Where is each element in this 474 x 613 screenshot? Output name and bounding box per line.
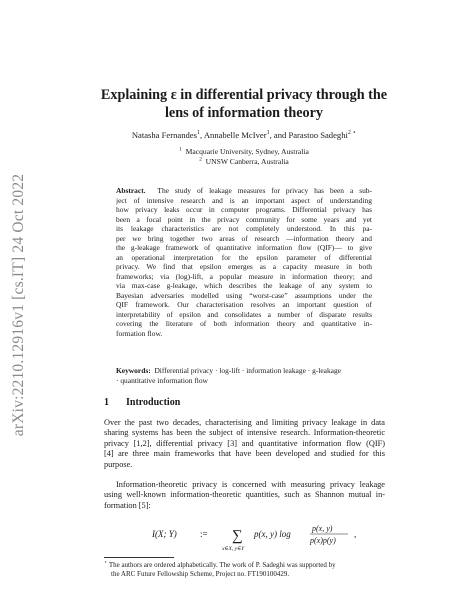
keywords-line [116,366,372,376]
abstract-line: per we bring together two areas of research —information theory and [116,233,372,243]
abstract-line [116,186,372,196]
abstract-line: interpretability of epsilon and consolidates a number of disparate results [116,309,372,319]
equation-lhs: I(X; Y) [152,529,177,539]
author-separator: , [199,130,204,140]
author-3: Parastoo Sadeghi [288,130,348,140]
abstract-line: how privacy leaks occur in computer programs. Differential privacy has [116,205,372,214]
paragraph-line: sharing systems has been the subject of intensive research. Information-theoretic [104,428,385,438]
footnote-rule [104,557,174,558]
equation-svg [148,522,378,552]
abstract-line: via max-case g-leakage, which describes the leakage of any system to [116,281,372,290]
author-2: Annabelle McIver [203,130,267,140]
arxiv-id-text: arXiv:2210.12916v1 [cs.IT] 24 Oct 2022 [10,173,27,437]
arxiv-identifier-stamp [6,150,32,460]
abstract-line: covering the literature of both information theory and quantitative in- [116,319,372,328]
abstract-line: an operational interpretation for the epsilon parameter of differential [116,252,372,262]
section-title: Introduction [126,397,181,408]
section-number: 1 [104,397,109,408]
author-1: Natasha Fernandes [131,130,197,140]
abstract-label: Abstract. [116,186,146,195]
author-1-affil: 1 [196,130,200,137]
abstract-text: The study of leakage measures for privacy has been a sub- [157,186,372,195]
paragraph-line: formation [5]: [104,500,151,510]
equation-assign: := [200,529,208,539]
footnote-mark: ⋆ [104,561,108,566]
paragraph-1 [104,418,385,470]
author-2-affil: 1 [266,130,270,137]
equation-term: p(x, y) log [254,529,291,539]
keywords-text: Differential privacy · log-lift · information leakage · g-leakage [154,366,341,375]
affiliation-text: Macquarie University, Sydney, Australia [185,147,309,156]
paragraph-line: purpose. [104,459,133,469]
abstract-line: QIF framework. Our characterisation resolves an important question of [116,300,372,309]
footnote-line: the ARC Future Fellowship Scheme, Project no. FT190100429. [111,570,290,578]
paper-title [70,86,418,122]
abstract-line: the g-leakage framework of quantitative information flow (QIF)— to give [116,243,372,252]
abstract-line: privacy. We find that epsilon emerges as a capacity measure in both [116,262,372,271]
paragraph-line: Over the past two decades, characterising and limiting privacy leakage in data [104,418,385,427]
affiliation-1 [70,147,418,157]
title-line-1: Explaining ε in differential privacy through the [100,87,388,103]
affiliation-number: 2 [199,156,202,163]
footnote-text: The authors are ordered alphabetically. The work of P. Sadeghi was supported by [108,561,336,569]
affiliation-text: UNSW Canberra, Australia [205,157,289,166]
equation-sum-subscript: x∈X, y∈Y [222,546,245,552]
abstract-line: ject of intensive research and is an important aspect of understanding [116,195,372,205]
affiliations [70,147,418,167]
abstract-line: Bayesian adversaries modelled using “worst-case” assumptions under the [116,290,372,300]
affiliation-2 [70,157,418,167]
paragraph-line: [4] are three main frameworks that have been developed and studied for this [104,449,385,459]
title-line-2: lens of information theory [164,105,324,121]
author-3-affil: 2 ⋆ [347,130,357,137]
paragraph-2 [104,480,385,511]
footnote [104,561,385,579]
section-heading [104,397,180,408]
abstract-line: formation flow. [116,328,163,338]
affiliation-number: 1 [179,146,182,153]
keywords [116,366,372,385]
author-separator: , and [269,130,289,140]
equation-numerator: p(x, y) [312,524,333,533]
abstract-line: frameworks; via (log)-lift, a popular measure in information theory; and [116,271,372,281]
mutual-information-equation [148,522,378,552]
footnote-line [104,561,385,570]
abstract-line: its leakage characteristics are not completely understood. In this pa- [116,224,372,233]
equation-denominator: p(x)p(y) [310,536,336,545]
equation-sum-symbol: ∑ [232,528,243,544]
paragraph-line: privacy [1,2], differential privacy [3] and quantitative information flow (QIF) [104,438,385,448]
keywords-label: Keywords: [116,366,151,375]
equation-trailing: , [354,529,357,539]
abstract-line: been a focal point in the privacy community for some years and yet [116,214,372,224]
paragraph-line: Information-theoretic privacy is concerned with measuring privacy leakage [116,480,385,489]
keywords-line: · quantitative information flow [116,375,208,385]
abstract [116,186,372,338]
author-list [70,130,418,140]
paragraph-line: using well-known information-theoretic quantities, such as Shannon mutual in- [104,490,385,500]
